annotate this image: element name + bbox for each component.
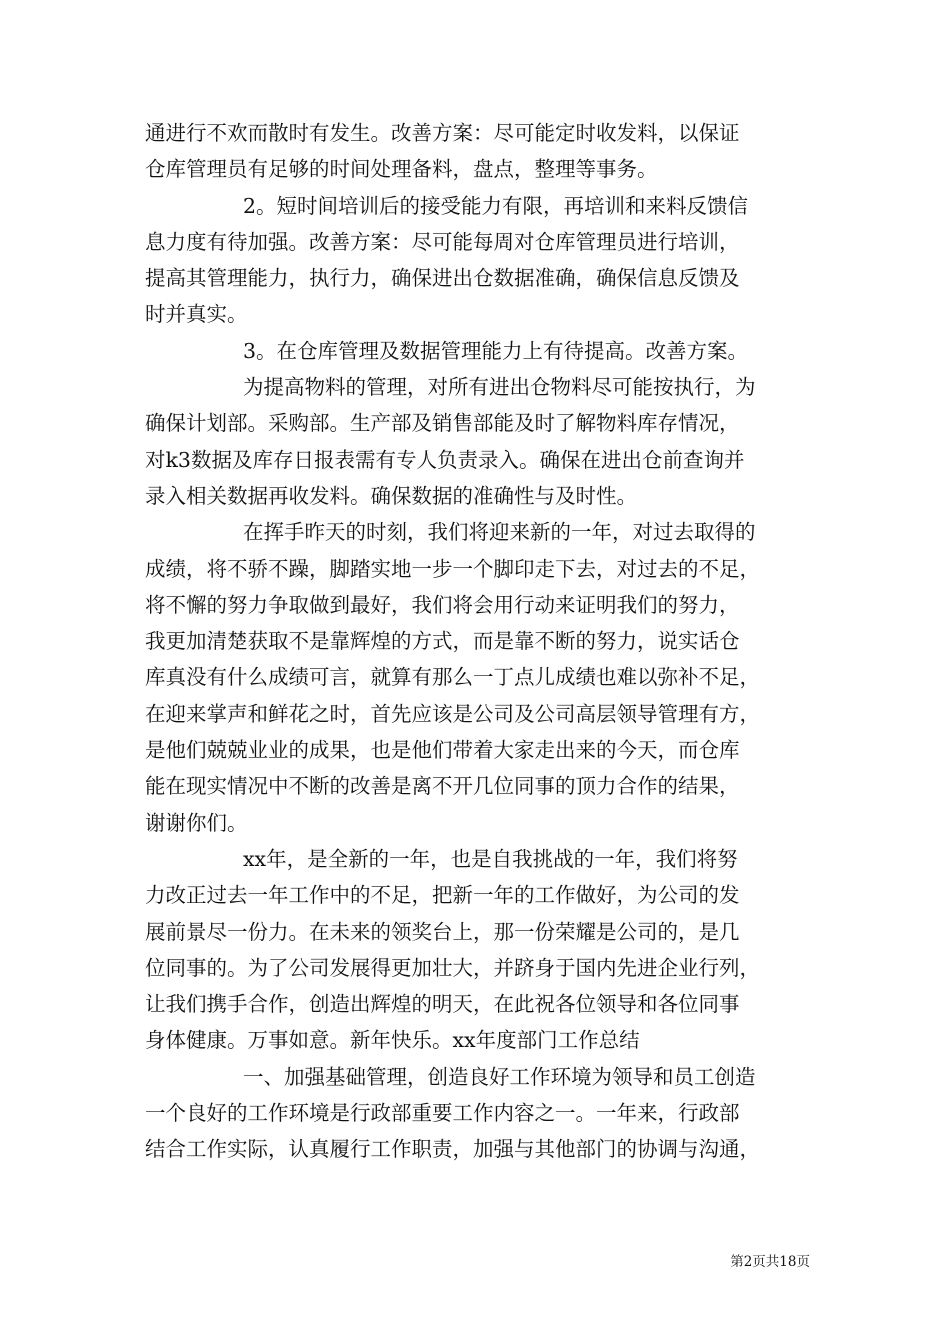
text-line: 库真没有什么成绩可言，就算有那么一丁点儿成绩也难以弥补不足， bbox=[145, 665, 760, 690]
text-line: 为提高物料的管理，对所有进出仓物料尽可能按执行，为 bbox=[243, 375, 756, 400]
text-line: 让我们携手合作，创造出辉煌的明天，在此祝各位领导和各位同事 bbox=[145, 992, 740, 1017]
text-line: 息力度有待加强。改善方案：尽可能每周对仓库管理员进行培训， bbox=[145, 229, 740, 254]
text-line: 我更加清楚获取不是靠辉煌的方式，而是靠不断的努力，说实话仓 bbox=[145, 629, 740, 654]
text-line: 对k3数据及库存日报表需有专人负责录入。确保在进出仓前查询并 bbox=[145, 447, 745, 472]
text-line: 一个良好的工作环境是行政部重要工作内容之一。一年来，行政部 bbox=[145, 1101, 740, 1126]
text-line: 仓库管理员有足够的时间处理备料，盘点，整理等事务。 bbox=[145, 157, 658, 182]
body-text bbox=[145, 115, 825, 1168]
text-line: 提高其管理能力，执行力，确保进出仓数据准确，确保信息反馈及 bbox=[145, 266, 740, 291]
text-line: 确保计划部。采购部。生产部及销售部能及时了解物料库存情况， bbox=[145, 411, 740, 436]
text-line: 3。在仓库管理及数据管理能力上有待提高。改善方案。 bbox=[243, 338, 749, 363]
text-line: 将不懈的努力争取做到最好，我们将会用行动来证明我们的努力， bbox=[145, 592, 740, 617]
text-line: 位同事的。为了公司发展得更加壮大，并跻身于国内先进企业行列， bbox=[145, 955, 760, 980]
text-line: 在迎来掌声和鲜花之时，首先应该是公司及公司高层领导管理有方， bbox=[145, 701, 760, 726]
text-line: 谢谢你们。 bbox=[145, 810, 248, 835]
text-line: 一、加强基础管理，创造良好工作环境为领导和员工创造 bbox=[243, 1064, 756, 1089]
text-line: 时并真实。 bbox=[145, 302, 248, 327]
text-line: 成绩，将不骄不躁，脚踏实地一步一个脚印走下去，对过去的不足， bbox=[145, 556, 760, 581]
text-line: 结合工作实际，认真履行工作职责，加强与其他部门的协调与沟通， bbox=[145, 1137, 760, 1162]
text-line: 在挥手昨天的时刻，我们将迎来新的一年，对过去取得的 bbox=[243, 520, 756, 545]
text-line: 身体健康。万事如意。新年快乐。xx年度部门工作总结 bbox=[145, 1028, 640, 1053]
text-line: 能在现实情况中不断的改善是离不开几位同事的顶力合作的结果， bbox=[145, 774, 740, 799]
text-line: 录入相关数据再收发料。确保数据的准确性与及时性。 bbox=[145, 483, 637, 508]
page-number-footer: 第2页共18页 bbox=[730, 1254, 810, 1270]
text-line: 通进行不欢而散时有发生。改善方案：尽可能定时收发料，以保证 bbox=[145, 121, 740, 145]
text-line: xx年，是全新的一年，也是自我挑战的一年，我们将努 bbox=[243, 846, 738, 871]
text-line: 2。短时间培训后的接受能力有限，再培训和来料反馈信 bbox=[243, 193, 749, 218]
text-line: 力改正过去一年工作中的不足，把新一年的工作做好，为公司的发 bbox=[145, 883, 740, 908]
text-line: 展前景尽一份力。在未来的领奖台上，那一份荣耀是公司的，是几 bbox=[145, 919, 740, 944]
text-line: 是他们兢兢业业的成果，也是他们带着大家走出来的今天，而仓库 bbox=[145, 738, 740, 763]
